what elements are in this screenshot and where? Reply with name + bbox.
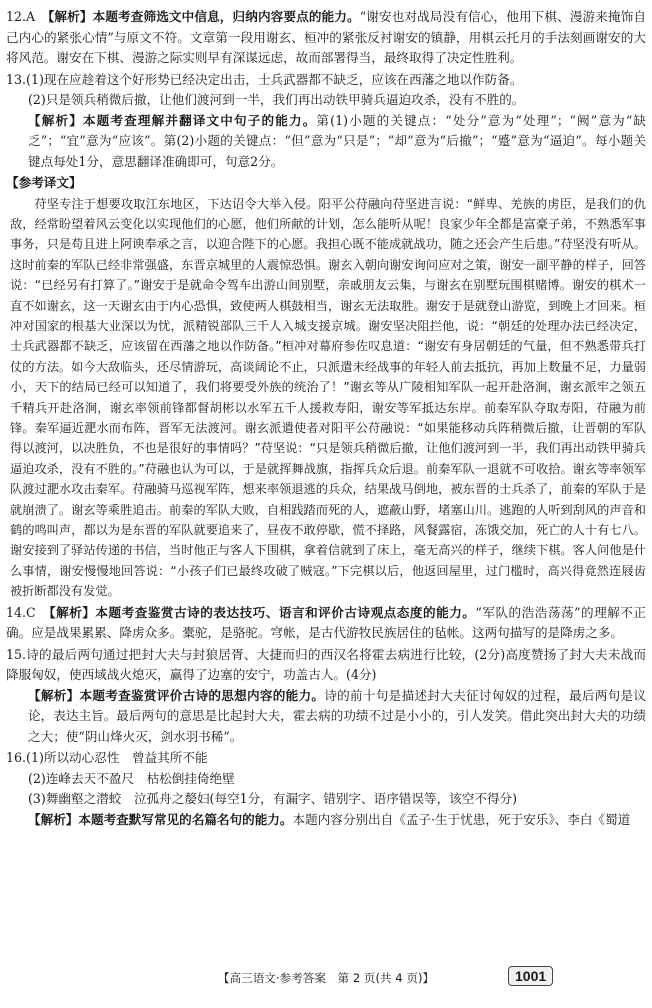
page-footer: 【高三语文·参考答案 第 2 页(共 4 页)】: [217, 971, 435, 985]
answer-14-text: [6, 603, 646, 644]
paper-code-badge: 1001: [508, 966, 553, 986]
answer-16-analysis: [6, 810, 646, 831]
analysis-intro: 本题考查鉴赏古诗的表达技巧、语言和评价古诗观点态度的能力。: [95, 604, 476, 620]
analysis-intro: 本题考查理解并翻译文中句子的能力。: [82, 112, 317, 128]
analysis-intro: 本题考查筛选文中信息，归纳内容要点的能力。: [92, 9, 360, 24]
reference-translation-text: 苻坚专注于想要攻取江东地区，下达诏令大举入侵。阳平公苻融向苻坚进言说：“鲜卑、羌族的虏臣，是我们的仇敌，经常盼望着风云变化以实现他们的心愿，他们所献的计划，怎么能听从呢！良家少年全都是富豪子弟，不熟悉军事事务，只是苟且进上阿谀奉承之言，以迎合陛下的心愿。我担心既不能成就战功，随之还会产生后患。”苻坚没有听从。这时前秦的军队已经非常强盛，东晋京城里的人震惊恐惧。谢玄入朝向谢安询问应对之策，谢安一副平静的样子，回答说：“已经另有打算了。”谢安于是就命令驾车出游山间别墅，亲戚朋友云集，与谢玄在别墅玩围棋赌博。谢安的棋术一直不如谢玄，这一天谢玄由于内心恐惧，致使两人棋鼓相当，谢玄无法取胜。谢安于是就登山游览，到晚上才回来。桓冲对国家的根基大业深以为忧，派精锐部队三千人入城支援京城。谢安坚决阻拦他，说：“朝廷的处理办法已经决定，士兵武器都不缺乏，应该留在西藩之地以作防备。”桓冲对幕府参佐叹息道：“谢安有身居朝廷的气量，但不熟悉带兵打仗的方法。如今大敌临头，还尽情游玩，高谈阔论不止，只派遣未经战事的年轻人前去抵抗，再加上数量不足，力量弱小，天下的结局已经可以知道了，我们将要受外族的统治了！”谢玄等从广陵相知军队一起开赴洛涧，谢玄派牢之领五千精兵开赴洛涧，谢玄率领前锋都督胡彬以水军五千人援救寿阳，谢安等军抵达东岸。前秦军队夺取寿阳，苻融为前锋。秦军逼近淝水而布阵，晋军无法渡河。谢玄派遣使者对阳平公苻融说：“如果能移动兵阵稍微后撤，让晋朝的军队得以渡河，以决胜负，不也是很好的事情吗？”苻坚说：“只是领兵稍微后撤，让他们渡河到一半，我们再出动铁甲骑兵逼迫攻杀，没有不胜的。”苻融也认为可以，于是就挥舞战旗，指挥兵众后退。前秦军队一退就不可收拾。谢玄等率领军队渡过淝水攻击秦军。苻融骑马巡视军阵，想来率领退逃的兵众，结果战马倒地，被东晋的士兵杀了，前秦的军队于是就崩溃了。谢玄等乘胜追击。前秦的军队大败，自相践踏而死的人，遮蔽山野，堵塞山川。逃跑的人听到刮风的声音和鹤的鸣叫声，都以为是东晋的军队就要追来了，昼夜不敢停歇，慌不择路，风餐露宿，冻饿交加，死亡的人十有七八。谢安接到了驿站传递的书信，当时他正与客人下围棋，拿着信就到了床上，毫无高兴的样子，继续下棋。客人问他是什么事情，谢安慢慢地回答说：“小孩子们已最终攻破了贼寇。”下完棋以后，他返回屋里，过门槛时，高兴得竟然连屐齿被折断都没有发觉。: [10, 196, 646, 599]
answer-16-line-3: (3)舞幽壑之潜蛟 泣孤舟之嫠妇(每空1分，有漏字、错别字、语序错误等，该空不得分): [28, 791, 518, 807]
analysis-body: “谢安也对战局没有信心，他用下棋、漫游来掩饰自己内心的紧张心情”与原文不符。文章第一段用谢玄、桓冲的紧张反衬谢安的镇静，用棋云托月的手法刻画谢安的大将风范。谢安在下棋、漫游之际实则早有深谋远虑，故而部署得当，最终取得了决定性胜利。: [6, 9, 647, 65]
answer-16-line-1: 16.(1)所以动心忍性 曾益其所不能: [6, 750, 208, 766]
answer-13-analysis: [6, 111, 646, 173]
answer-13-line-2: (2)只是领兵稍微后撤，让他们渡河到一半，我们再出动铁甲骑兵逼迫攻杀，没有不胜的。: [28, 92, 525, 107]
question-number: 14.: [6, 604, 27, 620]
answer-12-text: [6, 7, 646, 69]
answer-15: [6, 645, 646, 748]
answer-16: [6, 748, 646, 830]
analysis-intro: 本题考查默写常见的名篇名句的能力。: [78, 811, 293, 827]
answer-16-line-2: (2)连峰去天不盈尺 枯松倒挂倚绝壁: [28, 770, 235, 786]
question-number: 15.: [6, 646, 27, 662]
analysis-body: 诗的前十句是描述封大夫征讨匈奴的过程，最后两句是议论，表达主旨。最后两句的意思是比起封大夫，霍去病的功绩不过是小小的，引人发笑。借此突出封大夫的功绩之大；使“阴山烽火灭，剑水羽书稀”。: [28, 687, 647, 744]
answer-12: [6, 7, 646, 69]
answer-15-analysis: [6, 686, 646, 748]
analysis-tag: 【解析】: [28, 112, 83, 128]
analysis-body: “军队的浩浩荡荡”的理解不正确。应是战果累累、降虏众多。橐驼，是骆驼。穹帐，是古代游牧民族居住的毡帐。这两句描写的是降虏之多。: [6, 604, 647, 641]
answer-13-line-1: 13.(1)现在应趁着这个好形势已经决定出击，士兵武器都不缺乏，应该在西藩之地以作防备。: [6, 71, 523, 87]
answer-page: [6, 6, 646, 1002]
reference-translation-title: 【参考译文】: [6, 175, 82, 190]
analysis-body: 本题内容分别出自《孟子·生于忧患，死于安乐》、李白《蜀道: [292, 811, 631, 827]
analysis-body: 第(1)小题的关键点：“处分”意为“处理”；“阙”意为“缺乏”；“宜”意为“应该”。第(2)小题的关键点：“但”意为“只是”；“却”意为“后撤”；“蹙”意为“逼迫”。每小题关键点每处1分，意思翻译准确即可，句意2分。: [28, 112, 646, 169]
analysis-tag: 【解析】: [49, 604, 96, 620]
answer-choice: A: [26, 9, 36, 24]
answer-choice: C: [26, 604, 36, 620]
reference-translation: [6, 173, 646, 602]
analysis-intro: 本题考查鉴赏评价古诗的思想内容的能力。: [79, 687, 325, 703]
question-number: 13.: [6, 71, 27, 87]
analysis-tag: 【解析】: [28, 811, 79, 827]
question-number: 16.: [6, 750, 27, 766]
answer-15-line-1: 15.诗的最后两句通过把封大夫与封狼居胥、大捷而归的西汉名将霍去病进行比较，(2分)高度赞扬了封大夫未战而降服匈奴，使西域战火熄灭，赢得了边塞的安宁，功盖古人。(4分): [6, 646, 646, 683]
analysis-tag: 【解析】: [28, 687, 80, 703]
question-number: 12.: [6, 9, 27, 24]
analysis-tag: 【解析】: [48, 9, 93, 24]
answer-13: [6, 70, 646, 173]
answer-14: [6, 603, 646, 644]
